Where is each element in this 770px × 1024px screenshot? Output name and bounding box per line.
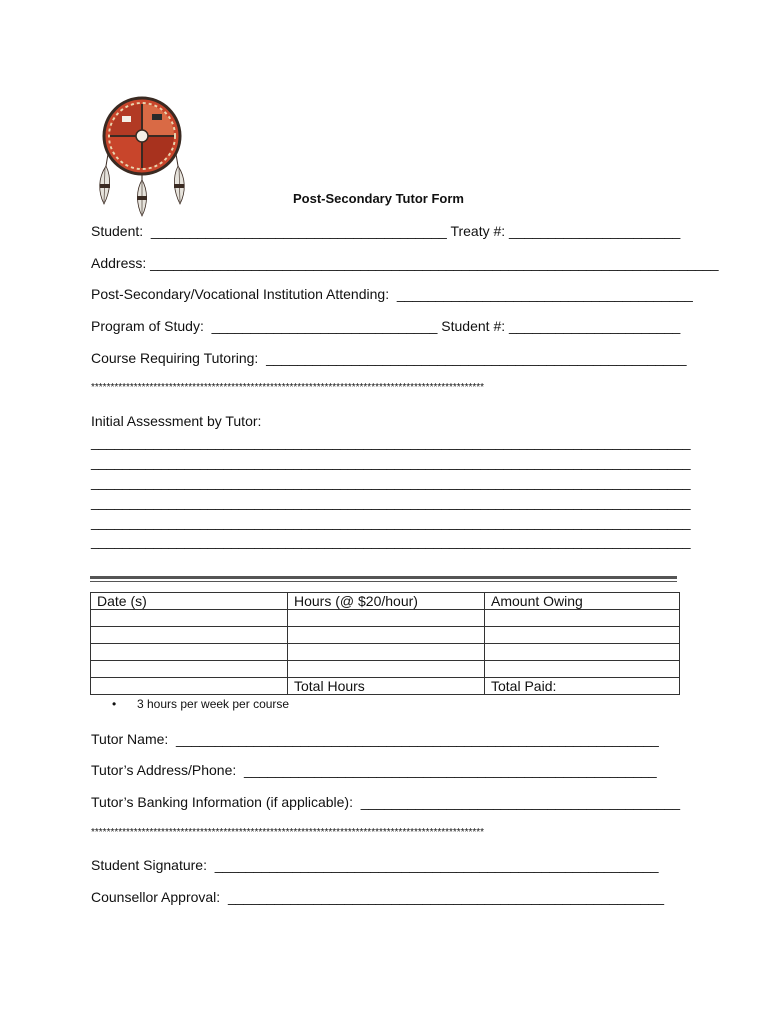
separator-stars: ***************************************************************************************************** <box>91 382 485 393</box>
student-signature-field[interactable]: Student Signature: _________________________________________________________ <box>91 857 659 873</box>
header-date: Date (s) <box>91 593 288 610</box>
separator-stars: ***************************************************************************************************** <box>91 827 485 838</box>
hours-cell[interactable] <box>288 661 485 678</box>
tutor-address-field[interactable]: Tutor’s Address/Phone: _____________________________________________________ <box>91 762 657 778</box>
table-row <box>91 661 680 678</box>
section-divider-thick <box>90 576 677 579</box>
total-hours-cell[interactable]: Total Hours <box>288 678 485 695</box>
table-row <box>91 627 680 644</box>
assessment-line[interactable]: _____________________________________________________________________________ <box>91 494 691 510</box>
date-cell[interactable] <box>91 644 288 661</box>
date-cell[interactable] <box>91 610 288 627</box>
date-cell[interactable] <box>91 627 288 644</box>
bullet-icon: • <box>112 697 117 711</box>
header-hours: Hours (@ $20/hour) <box>288 593 485 610</box>
section-divider-thin <box>90 581 677 582</box>
assessment-line[interactable]: _____________________________________________________________________________ <box>91 474 691 490</box>
form-title: Post-Secondary Tutor Form <box>293 191 464 206</box>
table-header-row <box>91 593 680 610</box>
student-treaty-field[interactable]: Student: ______________________________________ Treaty #: ______________________ <box>91 223 681 239</box>
assessment-line[interactable]: _____________________________________________________________________________ <box>91 533 691 549</box>
amount-cell[interactable] <box>485 644 680 661</box>
date-cell[interactable] <box>91 661 288 678</box>
hours-cell[interactable] <box>288 610 485 627</box>
bullet-note <box>112 697 289 711</box>
table-footer-row <box>91 678 680 695</box>
assessment-line[interactable]: _____________________________________________________________________________ <box>91 514 691 530</box>
bullet-note-text: 3 hours per week per course <box>137 697 290 711</box>
tutor-banking-field[interactable]: Tutor’s Banking Information (if applicable): _________________________________________ <box>91 794 680 810</box>
hours-cell[interactable] <box>288 644 485 661</box>
program-student-number-field[interactable]: Program of Study: _____________________________ Student #: ______________________ <box>91 318 681 334</box>
table-row <box>91 610 680 627</box>
table-row <box>91 644 680 661</box>
assessment-line[interactable]: _____________________________________________________________________________ <box>91 434 691 450</box>
counsellor-approval-field[interactable]: Counsellor Approval: ________________________________________________________ <box>91 889 664 905</box>
hours-table <box>90 592 680 695</box>
header-amount-owing: Amount Owing <box>485 593 680 610</box>
assessment-line[interactable]: _____________________________________________________________________________ <box>91 454 691 470</box>
assessment-label: Initial Assessment by Tutor: <box>91 413 262 429</box>
amount-cell[interactable] <box>485 610 680 627</box>
amount-cell[interactable] <box>485 627 680 644</box>
footer-blank-cell[interactable] <box>91 678 288 695</box>
amount-cell[interactable] <box>485 661 680 678</box>
logo-emblem <box>94 96 190 223</box>
total-paid-cell[interactable]: Total Paid: <box>485 678 680 695</box>
hours-cell[interactable] <box>288 627 485 644</box>
address-field[interactable]: Address: _________________________________________________________________________ <box>91 255 719 271</box>
institution-field[interactable]: Post-Secondary/Vocational Institution Attending: ______________________________________ <box>91 286 693 302</box>
tutor-name-field[interactable]: Tutor Name: ______________________________________________________________ <box>91 731 659 747</box>
course-field[interactable]: Course Requiring Tutoring: ______________________________________________________ <box>91 350 687 366</box>
